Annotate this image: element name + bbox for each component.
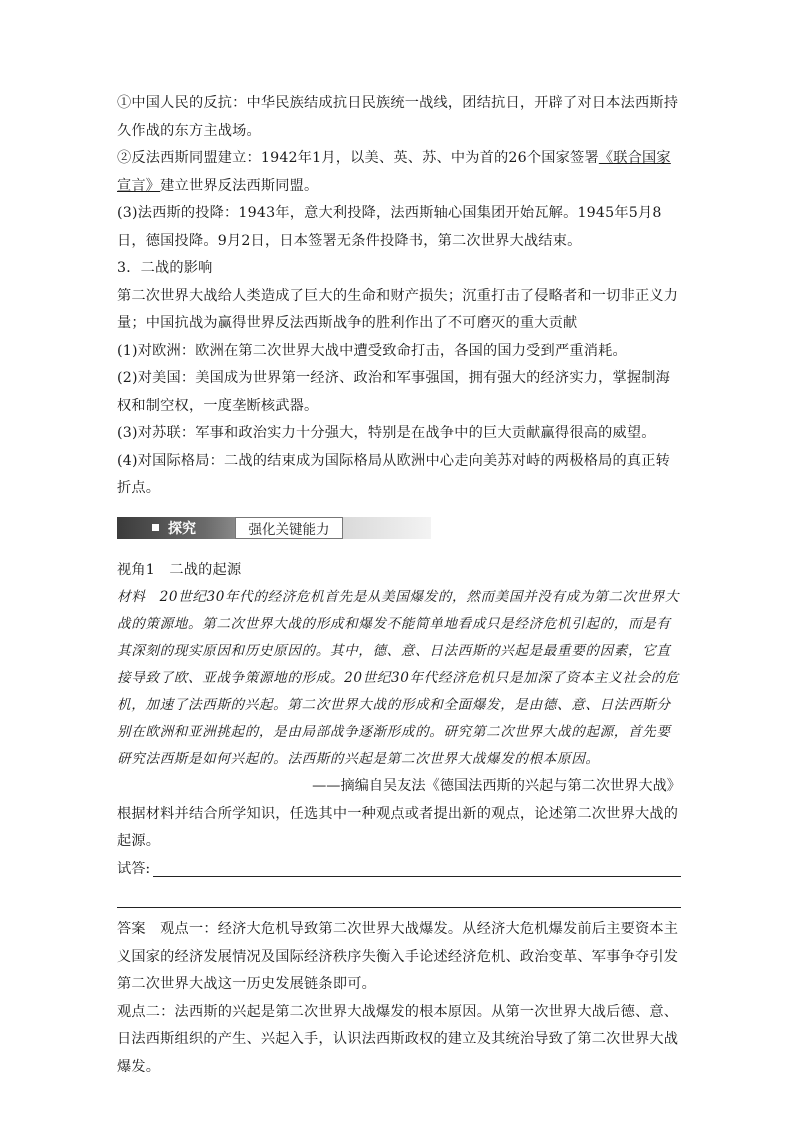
answer-viewpoint-2: 观点二：法西斯的兴起是第二次世界大战爆发的根本原因。从第一次世界大战后德、意、日法西斯组织的产生、兴起入手，认识法西斯政权的建立及其统治导致了第二次世界大战爆发。 <box>117 1003 679 1075</box>
answer-input-line[interactable] <box>117 856 681 884</box>
paragraph-antifascist-alliance <box>117 145 681 200</box>
answer-underline-2[interactable] <box>117 883 681 908</box>
alliance-text-pre: ②反法西斯同盟建立：1942年1月，以美、英、苏、中为首的26个国家签署 <box>117 150 599 166</box>
explore-question: 根据材料并结合所学知识，任选其中一种观点或者提出新的观点，论述第二次世界大战的起源。 <box>117 805 679 849</box>
impact-intro: 第二次世界大战给人类造成了巨大的生命和财产损失；沉重打击了侵略者和一切非正义力量；中国抗战为赢得世界反法西斯战争的胜利作出了不可磨灭的重大贡献 <box>117 287 679 331</box>
answer-label: 试答: <box>117 860 151 877</box>
impact-ussr: (3)对苏联：军事和政治实力十分强大，特别是在战争中的巨大贡献赢得很高的威望。 <box>117 425 656 441</box>
paragraph-fascist-surrender: (3)法西斯的投降：1943年，意大利投降，法西斯轴心国集团开始瓦解。1945年5月8日，德国投降。9月2日，日本签署无条件投降书，第二次世界大战结束。 <box>117 205 662 249</box>
explore-material: 材料 20世纪30年代的经济危机首先是从美国爆发的，然而美国并没有成为第二次世界大战的策源地。第二次世界大战的形成和爆发不能简单地看成只是经济危机引起的，而是有其深刻的现实原因和历史原因的。其中，德、意、日法西斯的兴起是最重要的因素，它直接导致了欧、亚战争策源地的形成。20世纪30年代经济危机只是加深了资本主义社会的危机，加速了法西斯的兴起。第二次世界大战的形成和全面爆发，是由德、意、日法西斯分别在欧洲和亚洲挑起的，是由局部战争逐渐形成的。研究第二次世界大战的起源，首先要研究法西斯是如何兴起的。法西斯的兴起是第二次世界大战爆发的根本原因。 <box>117 589 680 767</box>
paragraph-chinese-resistance: ①中国人民的反抗：中华民族结成抗日民族统一战线，团结抗日，开辟了对日本法西斯持久作战的东方主战场。 <box>117 95 679 139</box>
banner-explore-label <box>117 517 235 539</box>
answer-underline <box>153 876 681 877</box>
section-heading-impact: 3．二战的影响 <box>117 260 213 276</box>
explore-banner <box>117 517 431 541</box>
declaration-link[interactable]: 《联合国家宣言》 <box>117 150 671 194</box>
material-source: ——摘编自吴友法《德国法西斯的兴起与第二次世界大战》 <box>312 778 681 794</box>
impact-world-order: (4)对国际格局：二战的结束成为国际格局从欧洲中心走向美苏对峙的两极格局的真正转折点。 <box>117 452 671 496</box>
banner-ability-tag: 强化关键能力 <box>235 517 343 539</box>
explore-title: 视角1 二战的起源 <box>117 561 242 578</box>
alliance-text-post: 建立世界反法西斯同盟。 <box>160 177 319 194</box>
impact-usa: (2)对美国：美国成为世界第一经济、政治和军事强国，拥有强大的经济实力，掌握制海权和制空权，一度垄断核武器。 <box>117 370 671 414</box>
answer-viewpoint-1: 答案 观点一：经济大危机导致第二次世界大战爆发。从经济大危机爆发前后主要资本主义国家的经济发展情况及国际经济秩序失衡入手论述经济危机、政治变革、军事争夺引发第二次世界大战这一历史发展链条即可。 <box>117 921 679 992</box>
banner-left-text: 探究 <box>168 520 196 537</box>
page-content <box>117 90 681 1081</box>
square-bullet-icon <box>152 524 159 531</box>
impact-europe: (1)对欧洲：欧洲在第二次世界大战中遭受致命打击，各国的国力受到严重消耗。 <box>117 342 627 359</box>
